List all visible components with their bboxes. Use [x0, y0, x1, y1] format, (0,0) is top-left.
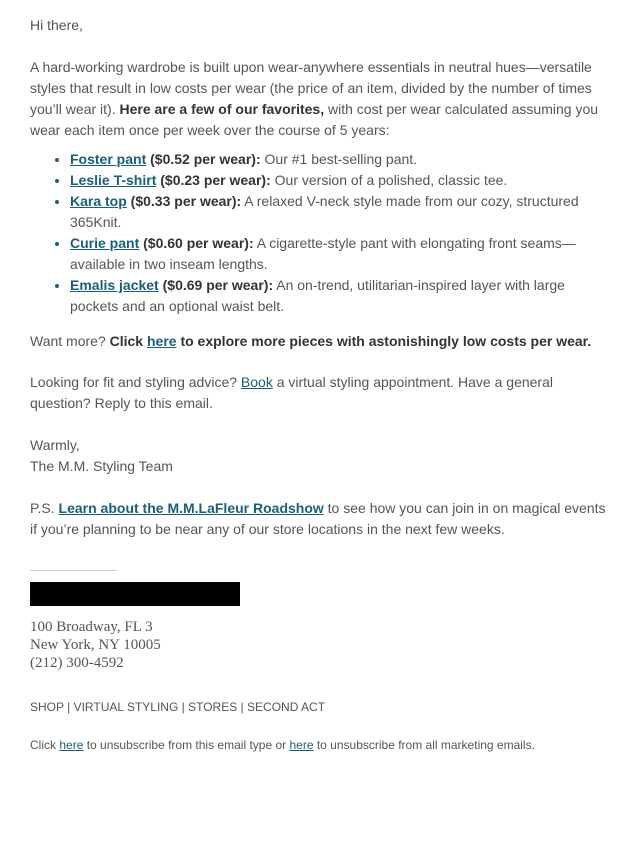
- want-more-paragraph: [30, 331, 610, 352]
- postscript-paragraph: [30, 498, 610, 540]
- unsubscribe-type-link[interactable]: here: [59, 738, 84, 752]
- list-item: [70, 170, 610, 191]
- unsub-middle: to unsubscribe from this email type or: [83, 738, 290, 752]
- want-more-suffix: to explore more pieces with astonishingly low costs per wear.: [176, 333, 592, 349]
- unsub-suffix: to unsubscribe from all marketing emails.: [313, 738, 535, 752]
- product-description: Our version of a polished, classic tee.: [270, 172, 508, 188]
- ps-prefix: P.S.: [30, 500, 59, 516]
- favorites-list: [30, 149, 610, 317]
- ps-suffix: to see how you can join in on magical events if you’re planning to be near any of our store locations in the next few weeks.: [30, 500, 606, 537]
- unsubscribe-text: [30, 738, 610, 752]
- product-link-curie-pant[interactable]: Curie pant: [70, 235, 140, 251]
- footer-link-shop[interactable]: SHOP: [30, 700, 64, 714]
- cost-per-wear: ($0.60 per wear):: [139, 235, 254, 251]
- list-item: [70, 191, 610, 233]
- unsub-prefix: Click: [30, 738, 60, 752]
- styling-advice-paragraph: [30, 372, 610, 414]
- email-body: [30, 0, 610, 752]
- intro-text: A hard-working wardrobe is built upon wear-anywhere essentials in neutral hues—versatile styles that result in low costs per wear (the price of an item, divided by the number of times you’ll wear it).: [30, 59, 592, 117]
- roadshow-link[interactable]: Learn about the M.M.LaFleur Roadshow: [58, 500, 324, 516]
- product-description: A cigarette-style pant with elongating front seams—available in two inseam lengths.: [70, 235, 576, 272]
- phone-number: (212) 300-4592: [30, 655, 124, 671]
- greeting: Hi there,: [30, 17, 83, 33]
- list-item: [70, 233, 610, 275]
- unsubscribe-all-link[interactable]: here: [289, 738, 314, 752]
- footer-nav: [30, 700, 610, 714]
- signoff-salutation: Warmly,: [30, 437, 80, 453]
- list-item: [70, 275, 610, 317]
- advice-suffix: a virtual styling appointment. Have a general question? Reply to this email.: [30, 374, 553, 411]
- footer-separator: |: [178, 700, 189, 714]
- product-description: An on-trend, utilitarian-inspired layer with large pockets and an optional waist belt.: [70, 277, 565, 314]
- footer-link-stores[interactable]: STORES: [188, 700, 238, 714]
- product-link-leslie-t-shirt[interactable]: Leslie T-shirt: [70, 172, 157, 188]
- intro-bold: Here are a few of our favorites,: [119, 101, 325, 117]
- advice-prefix: Looking for fit and styling advice?: [30, 374, 241, 390]
- product-description: A relaxed V-neck style made from our cozy, structured 365Knit.: [70, 193, 579, 230]
- cost-per-wear: ($0.23 per wear):: [156, 172, 271, 188]
- footer-link-second-act[interactable]: SECOND ACT: [247, 700, 326, 714]
- address-line-2: New York, NY 10005: [30, 637, 161, 653]
- signoff-team: The M.M. Styling Team: [30, 458, 173, 474]
- product-link-emalis-jacket[interactable]: Emalis jacket: [70, 277, 159, 293]
- footer-separator: |: [63, 700, 74, 714]
- footer-link-virtual-styling[interactable]: VIRTUAL STYLING: [73, 700, 179, 714]
- product-link-foster-pant[interactable]: Foster pant: [70, 151, 147, 167]
- book-appointment-link[interactable]: Book: [240, 374, 273, 390]
- footer-separator: |: [237, 700, 248, 714]
- list-item: [70, 149, 610, 170]
- store-address: [30, 618, 610, 672]
- want-more-prefix: Want more?: [30, 333, 110, 349]
- intro-tail: with cost per wear calculated assuming you wear each item once per week over the course of 5 years:: [30, 101, 599, 138]
- intro-paragraph: [30, 57, 610, 141]
- explore-here-link[interactable]: here: [146, 333, 177, 349]
- cost-per-wear: ($0.52 per wear):: [146, 151, 261, 167]
- cost-per-wear: ($0.33 per wear):: [126, 193, 242, 209]
- divider: [30, 570, 117, 571]
- cost-per-wear: ($0.69 per wear):: [158, 277, 274, 293]
- logo-image: [30, 582, 240, 606]
- product-link-kara-top[interactable]: Kara top: [70, 193, 127, 209]
- product-description: Our #1 best-selling pant.: [260, 151, 418, 167]
- address-line-1: 100 Broadway, FL 3: [30, 619, 153, 635]
- want-more-click: Click: [109, 333, 147, 349]
